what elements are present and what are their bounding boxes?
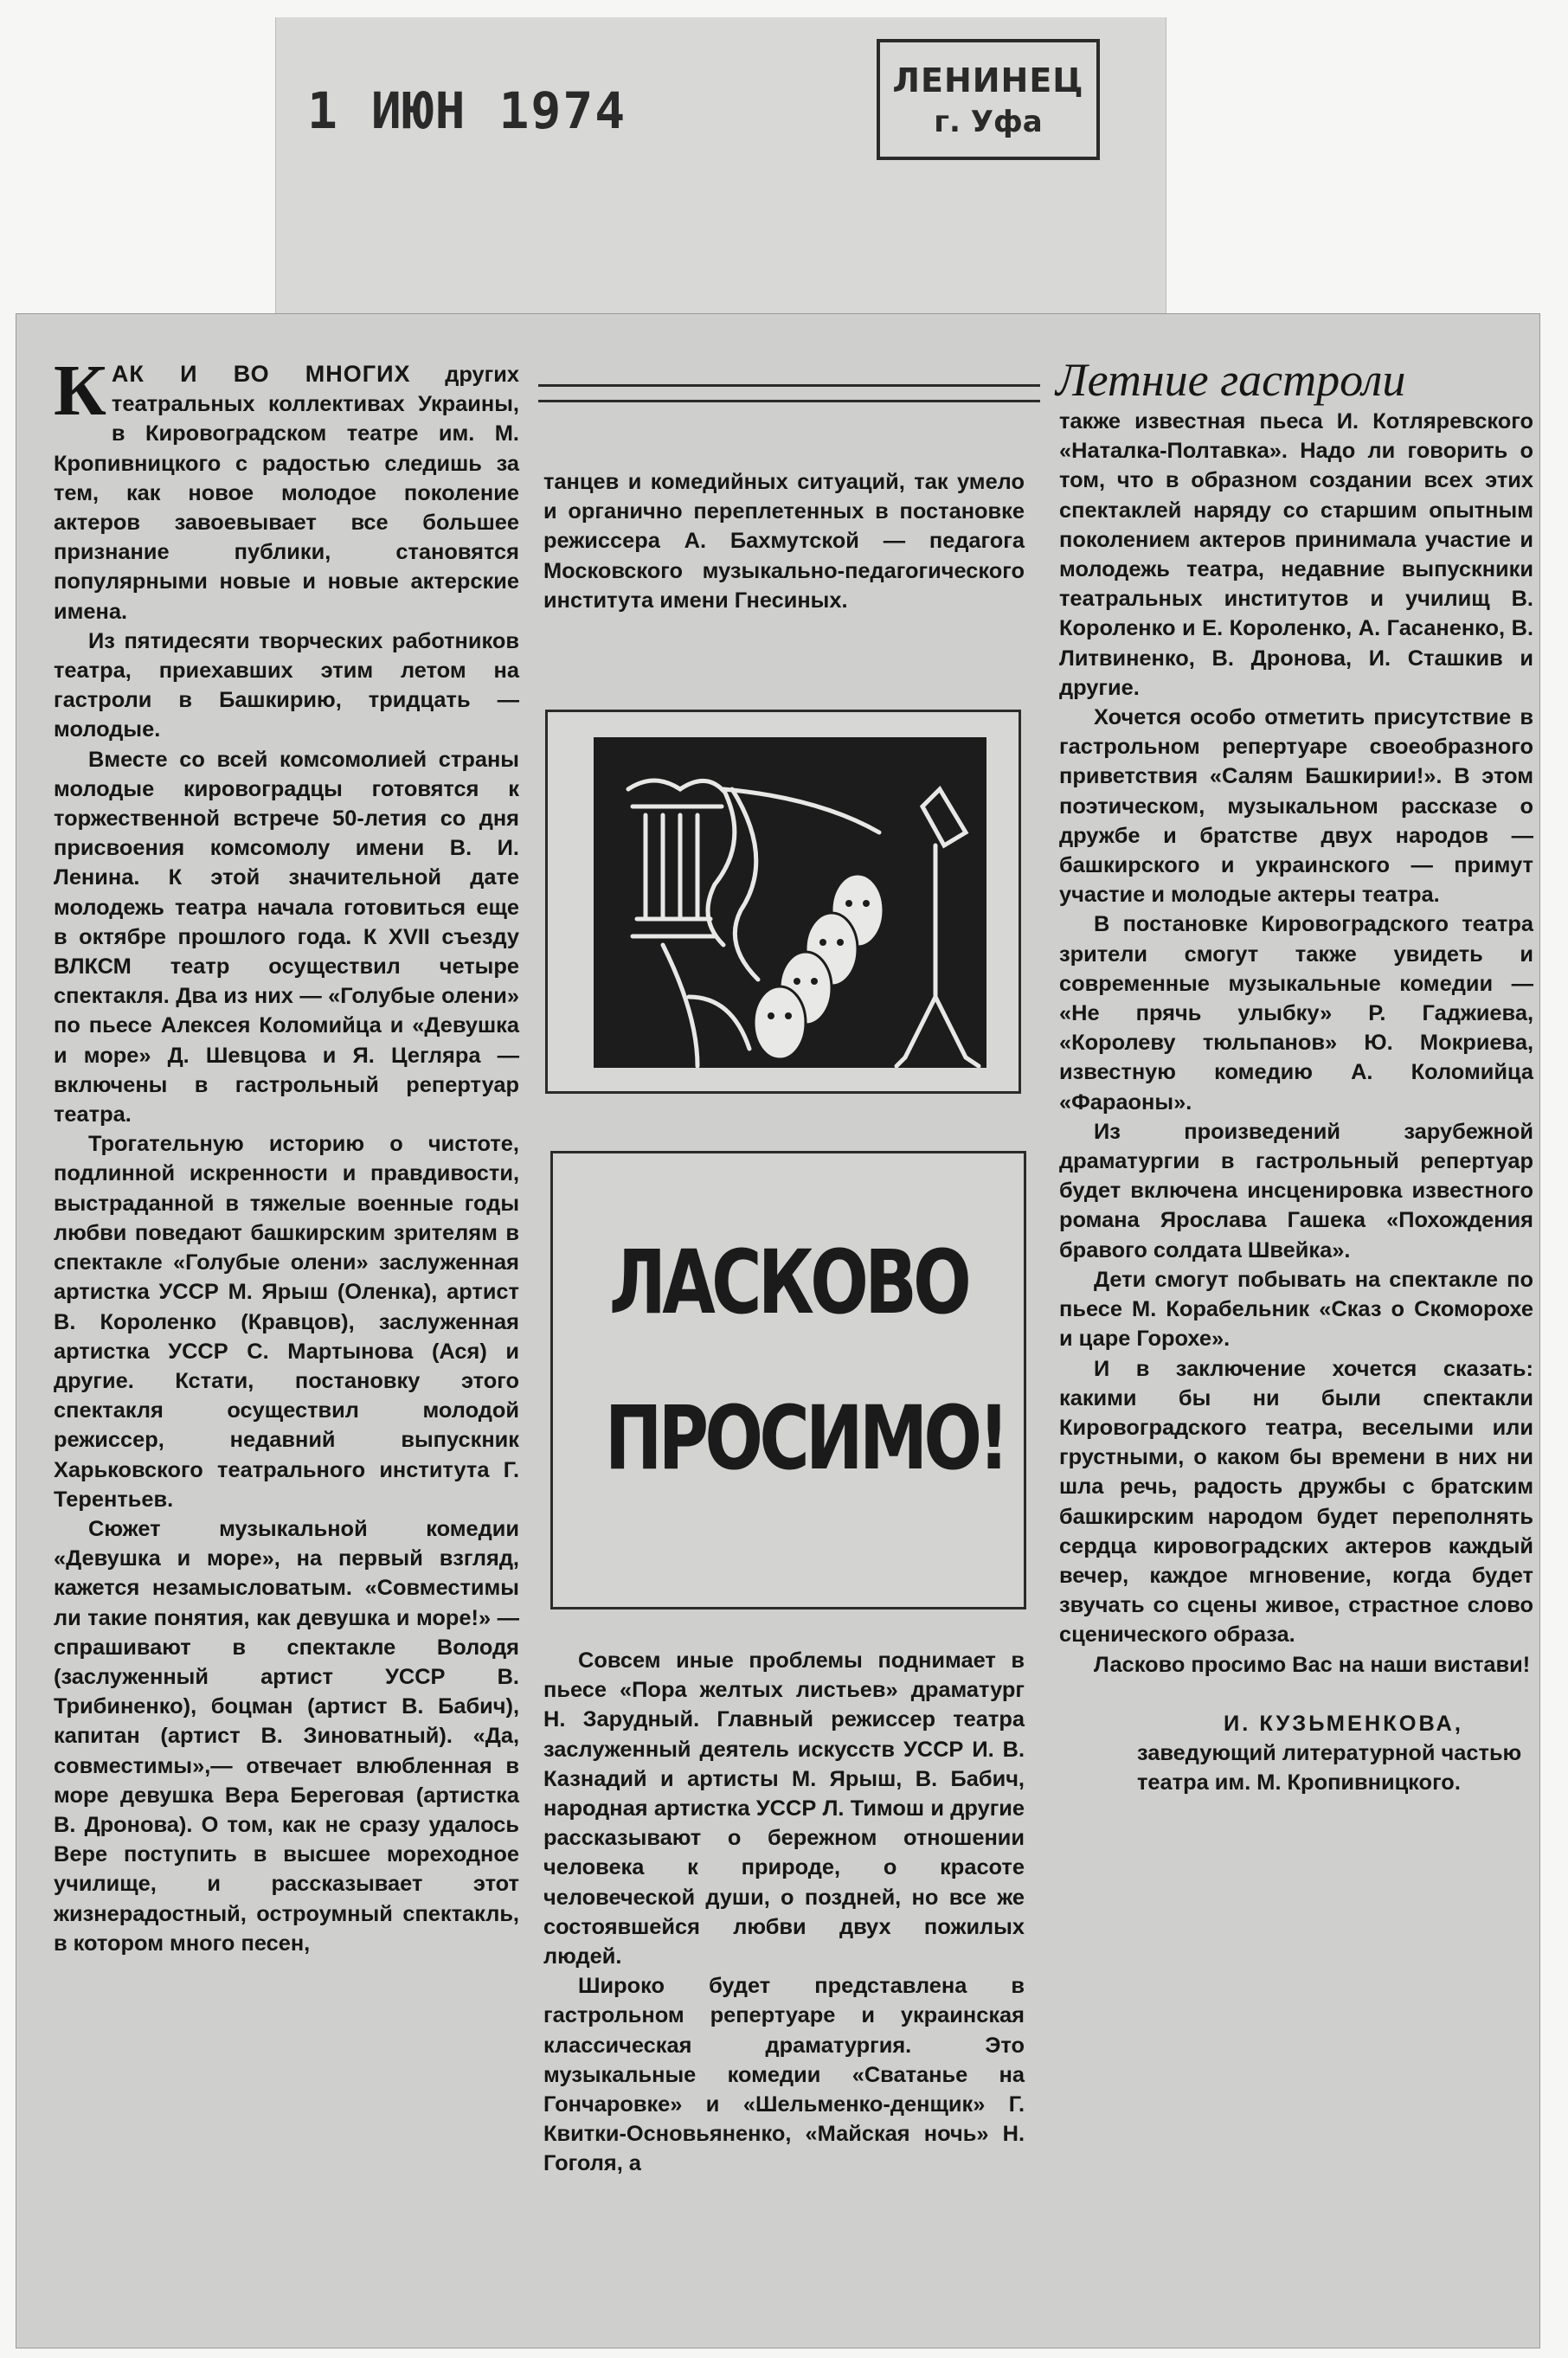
author-role: заведующий литературной частью театра им. М. Кропивницкого.: [1137, 1740, 1522, 1796]
paragraph: Сюжет музыкальной комедии «Девушка и море», на первый взгляд, кажется незамысловатым. «Совместимы ли такие понятия, как девушка и море!» — спрашивают в спектакле Володя (заслуженный артист УССР В. Трибиненко), боцман (артист В. Бабич), капитан (артист В. Зиноватный). «Да, совместимы»,— отвечает влюбленная в море девушка Вера Береговая (артистка В. Дронова). О том, как не сразу удалось Вере поступить в высшее мореходное училище, и рассказывает этот жизнерадостный, остроумный спектакль, в котором много песен,: [54, 1516, 519, 1956]
rubric-title: Летние гастроли: [1056, 354, 1406, 406]
article-column-3: [1059, 407, 1533, 1797]
paragraph: Вместе со всей комсомолией страны молодые кировоградцы готовятся к торжественной встрече 50-летия со дня присвоения комсомолу имени В. И. Ленина. К этой значительной дате молодежь театра начала готовиться еще в октябре прошлого года. К XVII съезду ВЛКСМ театр осуществил четыре спектакля. Два из них — «Голубые олени» по пьесе Алексея Коломийца и «Девушка и море» Д. Шевцова и Я. Цегляра — включены в гастрольный репертуар театра.: [54, 747, 519, 1128]
paragraph: Трогательную историю о чистоте, подлинной искренности и правдивости, выстраданной в тяжелые военные годы любви поведают башкирским зрителям в спектакле «Голубые олени» заслуженная артистка УССР М. Ярыш (Оленка), артист В. Короленко (Кравцов), заслуженная артистка УССР С. Мартынова (Ася) и другие. Кстати, постановку этого спектакля осуществил молодой режиссер, недавний выпускник Харьковского театрального института Г. Терентьев.: [54, 1132, 519, 1512]
author-name: И. КУЗЬМЕНКОВА,: [1224, 1711, 1463, 1736]
lead-in: АК И ВО МНОГИХ: [111, 361, 411, 387]
paragraph: Ласково просимо Вас на наши вистави!: [1094, 1652, 1531, 1677]
paragraph: танцев и комедийных ситуаций, так умело и органично переплетенных в постановке режиссера А. Бахмутской — педагога Московского музыкально-педагогического института имени Гнесиных.: [543, 470, 1025, 613]
headline-line-2: ПРОСИМО!: [604, 1387, 1006, 1490]
headline-frame: [550, 1151, 1026, 1609]
paragraph: других театральных коллективах Украины, в Кировоградском театре им. М. Кропивницкого с радостью следишь за тем, как новое молодое поколение актеров завоевывает все большее признание публики, становятся популярными новые и новые актерские имена.: [54, 363, 519, 624]
lead-paragraph: [54, 350, 519, 626]
newspaper-city: г. Уфа: [934, 105, 1043, 139]
paragraph: Из произведений зарубежной драматургии в гастрольный репертуар будет включена инсценировка известного романа Ярослава Гашека «Похождения бравого солдата Швейка».: [1059, 1119, 1533, 1263]
paragraph: Широко будет представлена в гастрольном репертуаре и украинская классическая драматургия. Это музыкальные комедии «Сватанье на Гончаровке» и «Шельменко-денщик» Г. Квитки-Основьяненко, «Майская ночь» Н. Гоголя, а: [543, 1974, 1025, 2176]
paragraph: И в заключение хочется сказать: какими бы ни были спектакли Кировоградского театра, веселыми или грустными, о каком бы времени в них ни шла речь, радость дружбы с братским башкирским народом будет переполнять сердца кировоградских актеров каждый вечер, каждое мгновение, когда будет звучать со сцены живое, страстное слово сценического образа.: [1059, 1356, 1533, 1648]
date-stamp: 1 ИЮН 1974: [307, 81, 627, 140]
article-column-2-bottom: [543, 1646, 1025, 2179]
paragraph: Хочется особо отметить присутствие в гастрольном репертуаре своеобразного приветствия «Салям Башкирии!». В этом поэтическом, музыкальном рассказе о дружбе и братстве двух народов — башкирского и украинского — примут участие и молодые актеры театра.: [1059, 705, 1533, 908]
drop-cap: К: [54, 350, 106, 431]
paragraph: Дети смогут побывать на спектакле по пьесе М. Корабельник «Сказ о Скоморохе и царе Горохе».: [1059, 1267, 1533, 1352]
article-column-2-top: [543, 467, 1025, 615]
paragraph: также известная пьеса И. Котляревского «Наталка-Полтавка». Надо ли говорить о том, что в образном создании всех этих спектаклей наряду со старшим опытным поколением актеров принимала участие и молодежь театра, недавние выпускники театральных институтов и училищ В. Короленко и Е. Короленко, А. Гасаненко, В. Литвиненко, В. Дронова, И. Сташкив и другие.: [1059, 409, 1533, 700]
paragraph: В постановке Кировоградского театра зрители смогут также увидеть и современные музыкальные комедии — «Не прячь улыбку» Р. Гаджиева, «Королеву тюльпанов» Ю. Мокриева, известную комедию А. Коломийца «Фараоны».: [1059, 912, 1533, 1115]
paragraph: Совсем иные проблемы поднимает в пьесе «Пора желтых листьев» драматург Н. Зарудный. Главный режиссер театра заслуженный деятель искусств УССР И. В. Казнадий и артисты М. Ярыш, В. Бабич, народная артистка УССР Л. Тимош и другие рассказывают о бережном отношении человека к природе, о красоте человеческой души, о поздней, но все же состоявшейся любви двух пожилых людей.: [543, 1648, 1025, 1969]
rubric-rule: [538, 384, 1040, 387]
theatre-masks-illustration: [594, 737, 986, 1068]
paragraph: Из пятидесяти творческих работников театра, приехавших этим летом на гастроли в Башкирию, тридцать — молодые.: [54, 628, 519, 742]
rubric-rule: [538, 400, 1040, 402]
newspaper-stamp: [877, 39, 1100, 160]
newspaper-name: ЛЕНИНЕЦ: [892, 61, 1084, 100]
headline-line-1: ЛАСКОВО: [608, 1231, 968, 1334]
article-column-1: [54, 350, 519, 1958]
